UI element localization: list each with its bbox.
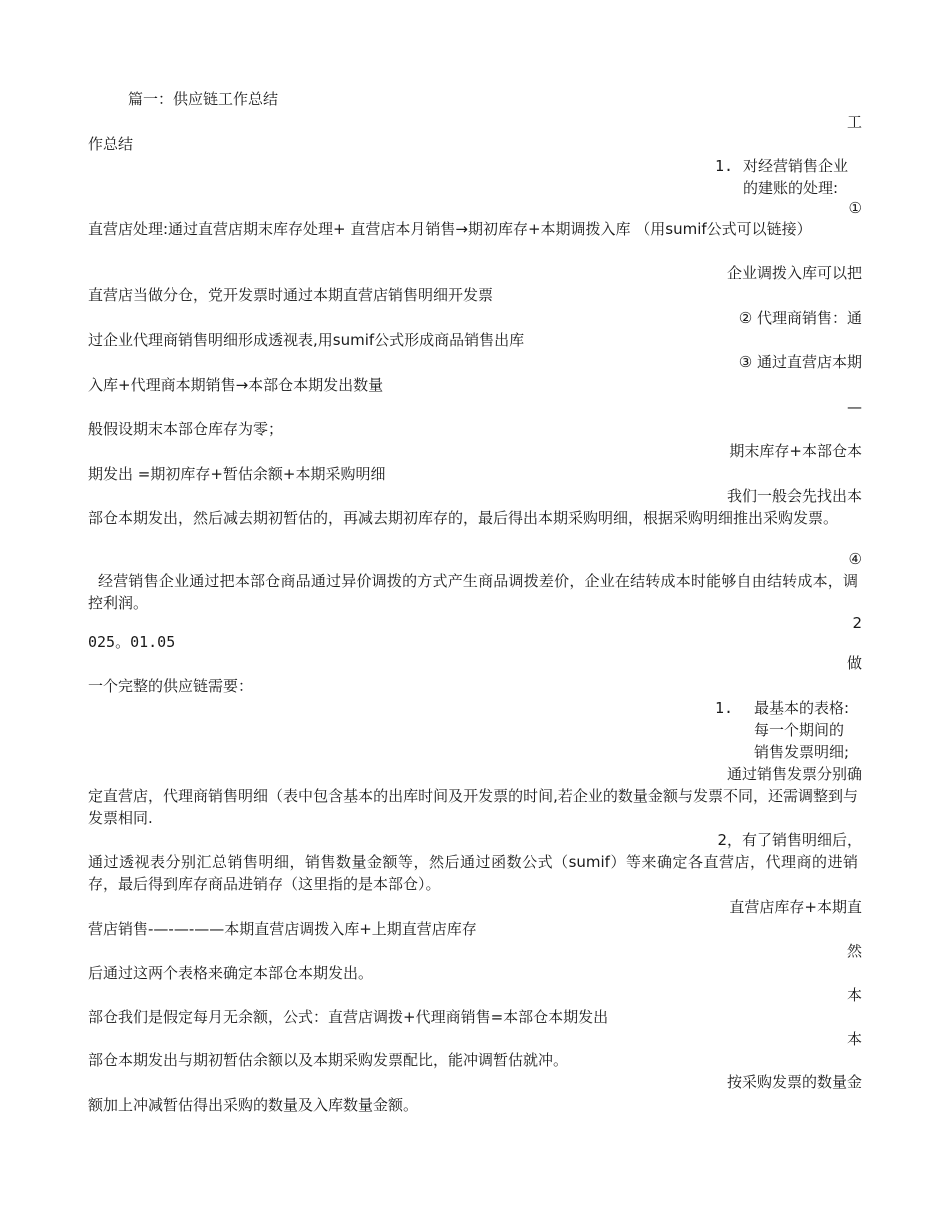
paragraph: 经营销售企业通过把本部仓商品通过异价调拨的方式产生商品调拨差价，企业在结转成本时能够自由结转成本，调控利润。 (88, 572, 858, 612)
text-line: 额加上冲减暂估得出采购的数量及入库数量金额。 (88, 1096, 419, 1114)
text-fragment: 的建账的处理: (743, 179, 839, 197)
text-line: 营店销售-—-—-——本期直营店调拨入库+上期直营店库存 (88, 920, 477, 938)
list-number: 1. (715, 699, 734, 717)
paragraph: 定直营店，代理商销售明细（表中包含基本的出库时间及开发票的时间,若企业的数量金额与发票不同，还需调整到与发票相同. (88, 787, 858, 827)
text-line: 部仓本期发出与期初暂估余额以及本期采购发票配比，能冲调暂估就冲。 (88, 1051, 569, 1069)
paragraph: 部仓本期发出，然后减去期初暂估的，再减去期初库存的，最后得出本期采购明细，根据采购明细推出采购发票。 (88, 509, 839, 527)
text-fragment: 然 (846, 942, 862, 960)
paragraph: 直营店处理:通过直营店期末库存处理+ 直营店本月销售→期初库存+本期调拨入库 （用sumif公式可以链接） (88, 220, 812, 238)
text-line: 过企业代理商销售明细形成透视表,用sumif公式形成商品销售出库 (88, 331, 525, 349)
text-fragment: 做 (846, 654, 862, 672)
text-fragment: ③ 通过直营店本期 (738, 353, 862, 371)
text-fragment: ② 代理商销售：通 (738, 309, 862, 327)
circled-number: ④ (848, 550, 862, 568)
text-fragment: 2，有了销售明细后， (717, 831, 862, 849)
text-line: 后通过这两个表格来确定本部仓本期发出。 (88, 964, 374, 982)
text-line: 般假设期末本部仓库存为零； (88, 420, 284, 438)
list-number: 1. (715, 157, 734, 175)
text-fragment: 本 (846, 1030, 862, 1048)
text-fragment: — (847, 398, 862, 416)
paragraph: 通过透视表分别汇总销售明细，销售数量金额等，然后通过函数公式（sumif）等来确定各直营店，代理商的进销存，最后得到库存商品进销存（这里指的是本部仓）。 (88, 853, 858, 893)
text-fragment: 期末库存+本部仓本 (729, 442, 862, 460)
text-line: 部仓我们是假定每月无余额，公式：直营店调拨+代理商销售=本部仓本期发出 (88, 1008, 609, 1026)
text-line: 直营店当做分仓，党开发票时通过本期直营店销售明细开发票 (88, 286, 494, 304)
text-fragment: 直营店库存+本期直 (729, 898, 862, 916)
text-line: 入库+代理商本期销售→本部仓本期发出数量 (88, 376, 384, 394)
circled-number: ① (848, 199, 862, 217)
text-line: 期发出 =期初库存+暂估余额+本期采购明细 (88, 465, 386, 483)
text-fragment: 我们一般会先找出本 (726, 487, 862, 505)
document-heading: 篇一：供应链工作总结 (128, 90, 279, 108)
text-line: 作总结 (88, 135, 134, 153)
text-fragment: 通过销售发票分别确 (726, 765, 862, 783)
text-fragment: 2 (852, 614, 862, 632)
date-line: 025。01.05 (88, 633, 176, 651)
text-fragment: 工 (846, 113, 862, 131)
text-fragment: 销售发票明细; (754, 743, 850, 761)
text-line: 一个完整的供应链需要： (88, 677, 254, 695)
text-fragment: 本 (846, 986, 862, 1004)
text-fragment: 最基本的表格: (754, 699, 850, 717)
text-fragment: 按采购发票的数量金 (726, 1073, 862, 1091)
text-fragment: 企业调拨入库可以把 (726, 264, 862, 282)
text-fragment: 每一个期间的 (754, 721, 845, 739)
text-fragment: 对经营销售企业 (743, 157, 849, 175)
